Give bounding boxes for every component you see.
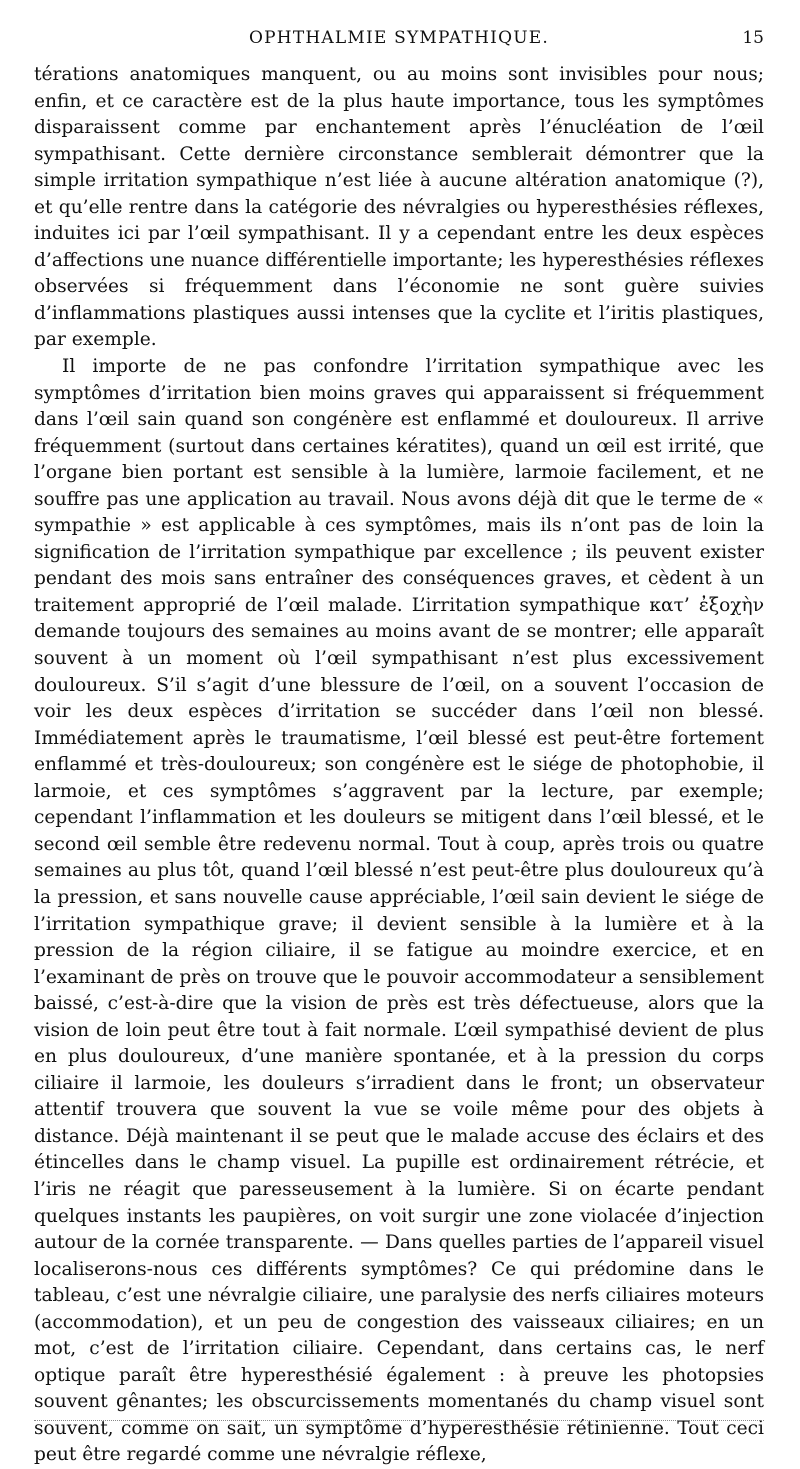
- page-number: 15: [742, 28, 764, 48]
- running-title: OPHTHALMIE SYMPATHIQUE.: [249, 28, 549, 48]
- page-header: [34, 24, 764, 54]
- body-text: [34, 62, 764, 1469]
- bottom-dotted-rule: [34, 1420, 764, 1421]
- paragraph-sympathetic-irritation: Il importe de ne pas confondre l’irritation sympathique avec les symptômes d’irritation bien moins graves qui apparaissent si fréquemment dans l’œil sain quand son congénère est enflammé et douloureux. Il arrive fréquemment (surtout dans certaines kératites), quand un œil est irrité, que l’organe bien portant est sensible à la lumière, larmoie facilement, et ne souffre pas une application au travail. Nous avons déjà dit que le terme de « sympathie » est applicable à ces symptômes, mais ils n’ont pas de loin la signification de l’irritation sympathique par excellence ; ils peuvent exister pendant des mois sans entraîner des conséquences graves, et cèdent à un traitement approprié de l’œil malade. L’irritation sympathique κατ’ ἐξοχὴν demande toujours des semaines au moins avant de se montrer; elle apparaît souvent à un moment où l’œil sympathisant n’est plus excessivement douloureux. S’il s’agit d’une blessure de l’œil, on a souvent l’occasion de voir les deux espèces d’irritation se succéder dans l’œil non blessé. Immédiatement après le traumatisme, l’œil blessé est peut-être fortement enflammé et très-douloureux; son congénère est le siége de photophobie, il larmoie, et ces symptômes s’aggravent par la lecture, par exemple; cependant l’inflammation et les douleurs se mitigent dans l’œil blessé, et le second œil semble être redevenu normal. Tout à coup, après trois ou quatre semaines au plus tôt, quand l’œil blessé n’est peut-être plus douloureux qu’à la pression, et sans nouvelle cause appréciable, l’œil sain devient le siége de l’irritation sympathique grave; il devient sensible à la lumière et à la pression de la région ciliaire, il se fatigue au moindre exercice, et en l’examinant de près on trouve que le pouvoir accommodateur a sensiblement baissé, c’est-à-dire que la vision de près est très défectueuse, alors que la vision de loin peut être tout à fait normale. L’œil sympathisé devient de plus en plus douloureux, d’une manière spontanée, et à la pression du corps ciliaire il larmoie, les douleurs s’irradient dans le front; un observateur attentif trouvera que souvent la vue se voile même pour des objets à distance. Déjà maintenant il se peut que le malade accuse des éclairs et des étincelles dans le champ visuel. La pupille est ordinairement rétrécie, et l’iris ne réagit que paresseusement à la lumière. Si on écarte pendant quelques instants les paupières, on voit surgir une zone violacée d’injection autour de la cornée transparente. — Dans quelles parties de l’appareil visuel localiserons-nous ces différents symptômes? Ce qui prédomine dans le tableau, c’est une névralgie ciliaire, une paralysie des nerfs ciliaires moteurs (accommodation), et un peu de congestion des vaisseaux ciliaires; en un mot, c’est de l’irritation ciliaire. Cependant, dans certains cas, le nerf optique paraît être hyperesthésié également : à preuve les photopsies souvent gênantes; les obscurcissements momentanés du champ visuel sont souvent, comme on sait, un symptôme d’hyperesthésie rétinienne. Tout ceci peut être regardé comme une névralgie réflexe,: [34, 356, 764, 1466]
- paragraph-continuation: térations anatomiques manquent, ou au moins sont invisibles pour nous; enfin, et ce caractère est de la plus haute importance, tous les symptômes disparaissent comme par enchantement après l’énucléation de l’œil sympathisant. Cette dernière circonstance semblerait démontrer que la simple irritation sympathique n’est liée à aucune altération anatomique (?), et qu’elle rentre dans la catégorie des névralgies ou hyperesthésies réflexes, induites ici par l’œil sympathisant. Il y a cependant entre les deux espèces d’affections une nuance différentielle importante; les hyperesthésies réflexes observées si fréquemment dans l’économie ne sont guère suivies d’inflammations plastiques aussi intenses que la cyclite et l’iritis plastiques, par exemple.: [34, 64, 764, 351]
